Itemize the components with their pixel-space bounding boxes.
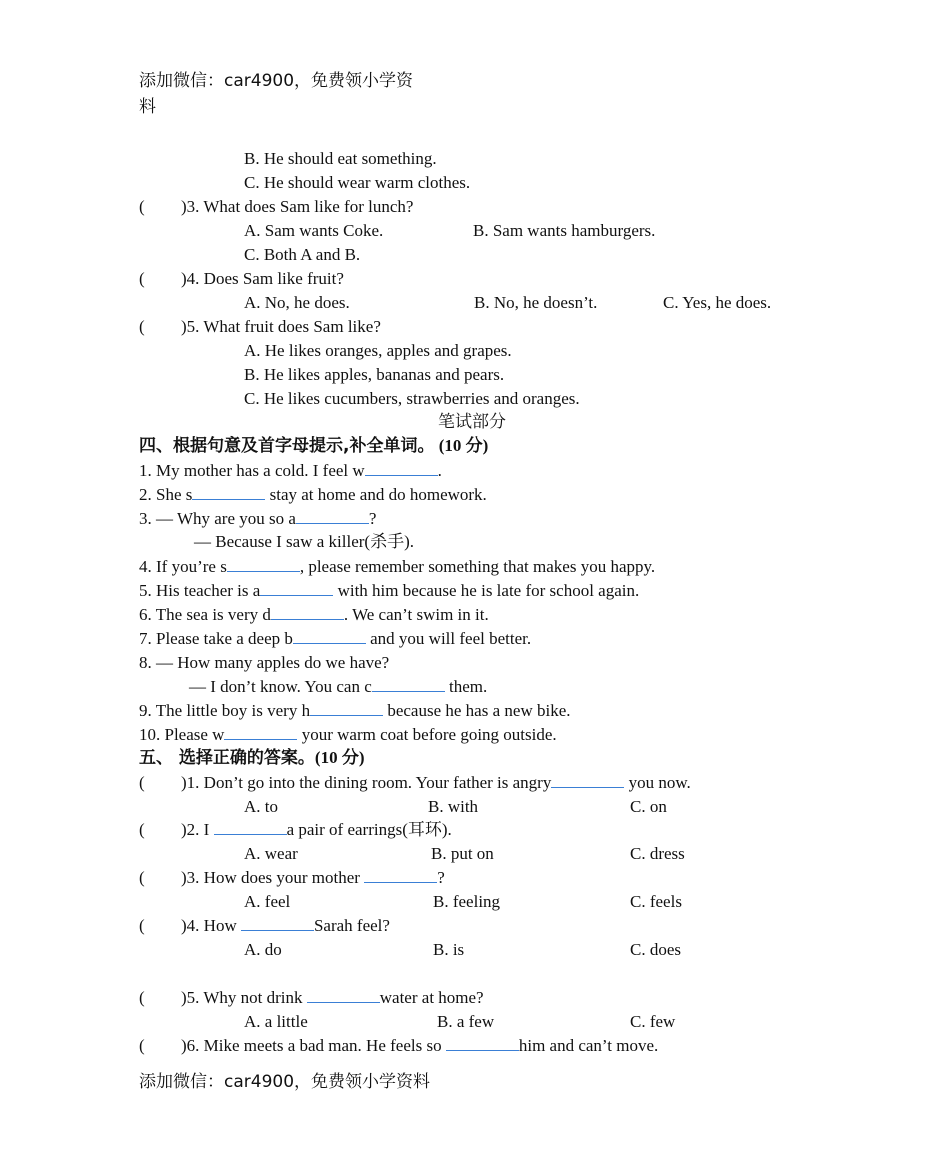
answer-blank[interactable] bbox=[364, 867, 437, 883]
q4-option-b: B. No, he doesn’t. bbox=[474, 293, 598, 312]
choice-question-6: )6. Mike meets a bad man. He feels so him and can’t move. bbox=[181, 1036, 659, 1055]
paren: ( bbox=[139, 269, 145, 288]
answer-blank[interactable] bbox=[271, 604, 344, 620]
question-5: )5. What fruit does Sam like? bbox=[181, 317, 381, 336]
answer-blank[interactable] bbox=[446, 1035, 519, 1051]
choice-question-4: )4. How Sarah feel? bbox=[181, 916, 390, 935]
q5-option-b: B. He likes apples, bananas and pears. bbox=[244, 365, 505, 384]
cq4-option-c: C. does bbox=[630, 940, 681, 959]
cq4-option-b: B. is bbox=[433, 940, 465, 959]
paren: ( bbox=[139, 773, 145, 792]
fill-item-8: 8. — How many apples do we have? bbox=[139, 653, 390, 672]
paren: ( bbox=[139, 197, 145, 216]
answer-blank[interactable] bbox=[307, 987, 380, 1003]
cq5-option-b: B. a few bbox=[437, 1012, 495, 1031]
cq5-option-c: C. few bbox=[630, 1012, 676, 1031]
cq4-option-a: A. do bbox=[244, 940, 282, 959]
paren: ( bbox=[139, 317, 145, 336]
fill-item-3-reply: — Because I saw a killer(杀手). bbox=[194, 532, 414, 551]
answer-blank[interactable] bbox=[372, 676, 445, 692]
answer-blank[interactable] bbox=[260, 580, 333, 596]
answer-blank[interactable] bbox=[293, 628, 366, 644]
q4-option-c: C. Yes, he does. bbox=[663, 293, 772, 312]
cq3-option-b: B. feeling bbox=[433, 892, 501, 911]
q4-option-a: A. No, he does. bbox=[244, 293, 350, 312]
fill-item-2: 2. She s stay at home and do homework. bbox=[139, 485, 487, 504]
answer-blank[interactable] bbox=[365, 460, 438, 476]
answer-blank[interactable] bbox=[241, 915, 314, 931]
choice-question-3: )3. How does your mother ? bbox=[181, 868, 445, 887]
section5-heading: 五、 选择正确的答案。(10 分) bbox=[139, 748, 365, 768]
q3-option-a: A. Sam wants Coke. bbox=[244, 221, 384, 240]
paren: ( bbox=[139, 988, 145, 1007]
paren: ( bbox=[139, 1036, 145, 1055]
written-part-title: 笔试部分 bbox=[438, 412, 506, 432]
cq3-option-a: A. feel bbox=[244, 892, 291, 911]
answer-blank[interactable] bbox=[296, 508, 369, 524]
question-4: )4. Does Sam like fruit? bbox=[181, 269, 344, 288]
q3-option-c: C. Both A and B. bbox=[244, 245, 361, 264]
fill-item-10: 10. Please w your warm coat before going outside. bbox=[139, 725, 557, 744]
watermark-header-line1: 添加微信：car4900，免费领小学资 bbox=[139, 71, 414, 91]
answer-blank[interactable] bbox=[224, 724, 297, 740]
q5-option-c: C. He likes cucumbers, strawberries and oranges. bbox=[244, 389, 580, 408]
cq5-option-a: A. a little bbox=[244, 1012, 308, 1031]
answer-blank[interactable] bbox=[214, 819, 287, 835]
cq2-option-a: A. wear bbox=[244, 844, 298, 863]
answer-blank[interactable] bbox=[551, 772, 624, 788]
fill-item-1: 1. My mother has a cold. I feel w . bbox=[139, 461, 442, 480]
fill-item-7: 7. Please take a deep b and you will feel better. bbox=[139, 629, 532, 648]
paren: ( bbox=[139, 916, 145, 935]
fill-item-3: 3. — Why are you so a ? bbox=[139, 509, 377, 528]
answer-blank[interactable] bbox=[227, 556, 300, 572]
paren: ( bbox=[139, 868, 145, 887]
answer-blank[interactable] bbox=[310, 700, 383, 716]
watermark-header-line2: 料 bbox=[139, 97, 156, 117]
fill-item-8-reply: — I don’t know. You can c them. bbox=[189, 677, 488, 696]
q2-option-c: C. He should wear warm clothes. bbox=[244, 173, 471, 192]
q2-option-b: B. He should eat something. bbox=[244, 149, 437, 168]
q5-option-a: A. He likes oranges, apples and grapes. bbox=[244, 341, 512, 360]
cq2-option-c: C. dress bbox=[630, 844, 685, 863]
answer-blank[interactable] bbox=[192, 484, 265, 500]
paren: ( bbox=[139, 820, 145, 839]
choice-question-1: )1. Don’t go into the dining room. Your father is angry you now. bbox=[181, 773, 691, 792]
choice-question-5: )5. Why not drink water at home? bbox=[181, 988, 484, 1007]
choice-question-2: )2. I a pair of earrings(耳环). bbox=[181, 820, 452, 839]
cq1-option-a: A. to bbox=[244, 797, 278, 816]
fill-item-9: 9. The little boy is very h because he has a new bike. bbox=[139, 701, 571, 720]
section4-heading: 四、根据句意及首字母提示,补全单词。 (10 分) bbox=[139, 436, 489, 456]
fill-item-6: 6. The sea is very d . We can’t swim in it. bbox=[139, 605, 489, 624]
fill-item-5: 5. His teacher is a with him because he is late for school again. bbox=[139, 581, 640, 600]
cq1-option-b: B. with bbox=[428, 797, 479, 816]
cq2-option-b: B. put on bbox=[431, 844, 494, 863]
cq1-option-c: C. on bbox=[630, 797, 667, 816]
question-3: )3. What does Sam like for lunch? bbox=[181, 197, 414, 216]
cq3-option-c: C. feels bbox=[630, 892, 682, 911]
fill-item-4: 4. If you’re s , please remember something that makes you happy. bbox=[139, 557, 656, 576]
q3-option-b: B. Sam wants hamburgers. bbox=[473, 221, 656, 240]
watermark-footer: 添加微信：car4900，免费领小学资料 bbox=[139, 1072, 431, 1092]
